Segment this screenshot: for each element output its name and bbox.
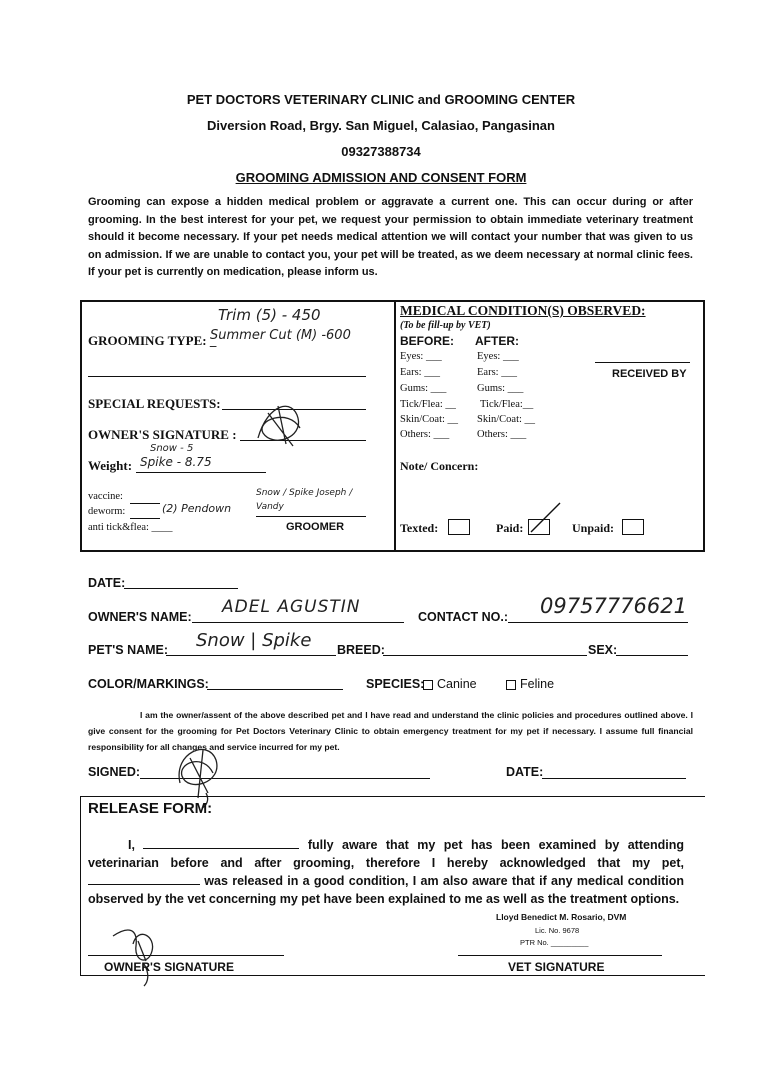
after-others: Others: ___: [477, 429, 527, 440]
clinic-name: PET DOCTORS VETERINARY CLINIC and GROOMING CENTER: [186, 92, 576, 107]
owner-name-line[interactable]: [192, 622, 404, 623]
breed-line[interactable]: [383, 655, 587, 656]
after-eyes: Eyes: ___: [477, 351, 519, 362]
paid-label: Paid:: [496, 521, 524, 535]
vet-signature-line[interactable]: [458, 955, 662, 956]
unpaid-checkbox[interactable]: [622, 519, 644, 535]
breed-label: BREED:: [337, 643, 385, 657]
received-by-line[interactable]: [595, 362, 690, 363]
texted-label: Texted:: [400, 521, 439, 535]
vet-signature-label: VET SIGNATURE: [508, 960, 605, 974]
box-divider: [394, 300, 396, 552]
weight-line[interactable]: [136, 472, 266, 473]
received-by-label: RECEIVED BY: [612, 368, 687, 380]
deworm-line[interactable]: [130, 518, 160, 519]
vaccine-label: vaccine:: [88, 491, 123, 502]
after-skin-coat: Skin/Coat: __: [477, 414, 536, 425]
release-pet-name-blank[interactable]: [88, 872, 200, 885]
contact-line[interactable]: [508, 622, 688, 623]
clinic-address: Diversion Road, Brgy. San Miguel, Calasiao, Pangasinan: [207, 118, 555, 133]
pet-name-label: PET'S NAME:: [88, 643, 169, 657]
species-canine-option[interactable]: [423, 677, 477, 691]
deworm-label: deworm:: [88, 506, 126, 517]
groomer-handwritten: Snow / Spike Joseph / Vandy: [256, 488, 353, 512]
species-label: SPECIES:: [366, 677, 425, 691]
vet-license: Lic. No. 9678: [535, 926, 580, 935]
vaccine-line[interactable]: [130, 503, 160, 504]
after-label: AFTER:: [475, 334, 519, 348]
medical-condition-subtitle: (To be fill-up by VET): [400, 320, 491, 331]
unpaid-label: Unpaid:: [572, 521, 615, 535]
owner-signature-scribble: [248, 398, 308, 452]
grooming-type-handwritten-1: Trim (5) - 450: [218, 306, 321, 324]
after-tick-flea: Tick/Flea:__: [480, 399, 534, 410]
paid-check-mark: [528, 500, 564, 536]
canine-label: Canine: [437, 677, 477, 691]
weight-handwritten-2: Spike - 8.75: [140, 455, 212, 469]
color-markings-label: COLOR/MARKINGS:: [88, 677, 209, 691]
deworm-handwritten: (2) Pendown: [162, 502, 232, 515]
date-line[interactable]: [124, 588, 238, 589]
canine-checkbox[interactable]: [423, 680, 433, 690]
medical-condition-title: MEDICAL CONDITION(S) OBSERVED:: [400, 303, 646, 318]
date-label: DATE:: [88, 576, 126, 590]
vet-ptr: PTR No. _________: [520, 938, 589, 947]
before-tick-flea: Tick/Flea: __: [400, 399, 456, 410]
release-text-2: fully aware that my pet has been examined by attending veterinarian before and after grooming, therefore I hereby acknowledged that my pet,: [88, 838, 684, 870]
owner-signature-release-label: OWNER'S SIGNATURE: [104, 960, 234, 974]
grooming-type-label: GROOMING TYPE: _: [88, 333, 217, 348]
weight-handwritten-1: Snow - 5: [150, 443, 194, 454]
after-gums: Gums: ___: [477, 383, 524, 394]
consent-paragraph: I am the owner/assent of the above described pet and I have read and understand the clinic policies and procedures outlined above. I give consent for the grooming for Pet Doctors Veterinary Clinic to obtain emergency treatment for my pet if necessary. I assume full financial responsibility for all changes and service incurred for my pet.: [88, 710, 693, 752]
contact-label: CONTACT NO.:: [418, 610, 509, 624]
sex-label: SEX:: [588, 643, 618, 657]
before-gums: Gums: ___: [400, 383, 447, 394]
after-ears: Ears: ___: [477, 367, 517, 378]
color-markings-line[interactable]: [207, 689, 343, 690]
before-ears: Ears: ___: [400, 367, 440, 378]
before-eyes: Eyes: ___: [400, 351, 442, 362]
vet-name: Lloyd Benedict M. Rosario, DVM: [496, 912, 627, 922]
texted-checkbox[interactable]: [448, 519, 470, 535]
signed-date-line[interactable]: [542, 778, 686, 779]
release-paragraph: [88, 836, 684, 909]
before-others: Others: ___: [400, 429, 450, 440]
note-concern-label: Note/ Concern:: [400, 459, 479, 473]
species-feline-option[interactable]: [506, 677, 554, 691]
owner-name-handwritten: ADEL AGUSTIN: [222, 597, 361, 617]
feline-label: Feline: [520, 677, 555, 691]
pet-name-handwritten: Snow | Spike: [196, 630, 312, 651]
grooming-type-handwritten-2: Summer Cut (M) -600: [210, 328, 351, 343]
release-owner-name-blank[interactable]: [143, 836, 299, 849]
anti-tick-label: anti tick&flea: ____: [88, 522, 173, 533]
feline-checkbox[interactable]: [506, 680, 516, 690]
form-title: GROOMING ADMISSION AND CONSENT FORM: [235, 170, 527, 185]
before-label: BEFORE:: [400, 334, 454, 348]
sex-line[interactable]: [616, 655, 688, 656]
owner-signature-label: OWNER'S SIGNATURE :: [88, 427, 237, 442]
pet-name-line[interactable]: [166, 655, 336, 656]
release-owner-signature-scribble: [108, 916, 168, 988]
clinic-phone: 09327388734: [341, 144, 421, 159]
groomer-line[interactable]: [256, 516, 366, 517]
groomer-label: GROOMER: [286, 521, 345, 533]
release-text-3: was released in a good condition, I am also aware that if any medical condition observed by the vet concerning my pet have been explained to me as well as the treatment options.: [88, 874, 684, 907]
signed-date-label: DATE:: [506, 765, 544, 779]
before-skin-coat: Skin/Coat: __: [400, 414, 459, 425]
special-requests-label: SPECIAL REQUESTS:: [88, 396, 221, 411]
owner-name-label: OWNER'S NAME:: [88, 610, 192, 624]
grooming-type-line[interactable]: [88, 376, 366, 377]
signed-label: SIGNED:: [88, 765, 141, 779]
contact-handwritten: 09757776621: [540, 594, 687, 618]
owner-signature-release-line[interactable]: [88, 955, 284, 956]
release-i: I,: [128, 838, 135, 852]
release-form-title: RELEASE FORM:: [88, 800, 213, 817]
intro-paragraph: Grooming can expose a hidden medical problem or aggravate a current one. This can occur during or after grooming. In the best interest for your pet, we request your permission to obtain immediate veterinary treatment should it become necessary. If your pet needs medical attention we will contact your number that was given to us on admission. If we are unable to contact you, your pet will be treated, as we deem necessary at normal clinic fees. If your pet is currently on medication, please inform us.: [88, 196, 693, 279]
weight-label: Weight:: [88, 458, 133, 473]
